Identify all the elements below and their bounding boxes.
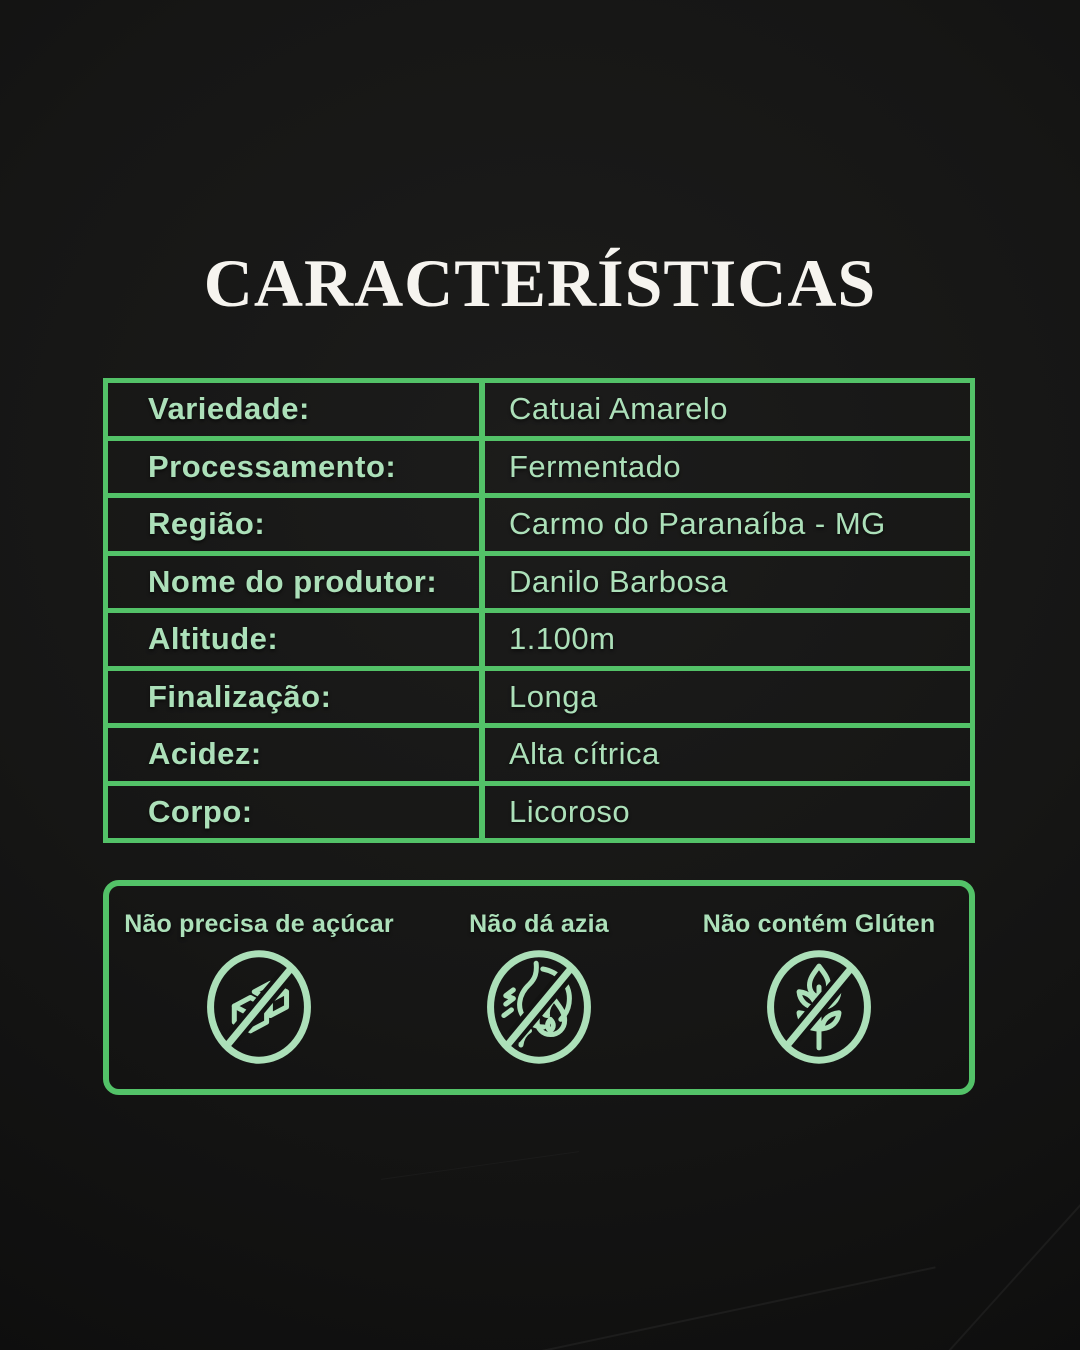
table-row [108,613,970,671]
table-row [108,671,970,729]
table-row [108,441,970,499]
row-value: Carmo do Paranaíba - MG [509,506,886,542]
row-label: Finalização: [108,671,485,724]
table-row [108,556,970,614]
badge-no-gluten [679,910,959,1089]
background-scratch [524,1266,935,1350]
row-value: Danilo Barbosa [509,563,728,599]
row-value: Catuai Amarelo [509,391,728,427]
row-label: Processamento: [108,441,485,494]
benefits-panel [103,880,975,1095]
no-gluten-icon [762,947,876,1067]
table-row [108,383,970,441]
table-row [108,786,970,839]
badge-label: Não dá azia [469,910,609,938]
badge-no-heartburn [399,910,679,1089]
badge-no-sugar [119,910,399,1089]
row-label: Nome do produtor: [108,556,485,609]
table-row [108,498,970,556]
page-title: CARACTERÍSTICAS [203,245,877,321]
background-scratch [942,1164,1080,1350]
row-value: 1.100m [509,621,616,657]
no-heartburn-icon [482,947,596,1067]
no-sugar-icon [202,947,316,1067]
badge-label: Não contém Glúten [702,910,936,938]
row-label: Região: [108,498,485,551]
badge-label: Não precisa de açúcar [124,910,394,938]
row-value: Licoroso [509,793,631,829]
row-value: Alta cítrica [509,736,660,772]
row-label: Altitude: [108,613,485,666]
background-scratch [381,1151,579,1180]
row-label: Corpo: [108,786,485,839]
characteristics-table [103,378,975,843]
row-label: Acidez: [108,728,485,781]
row-value: Fermentado [509,448,682,484]
row-label: Variedade: [108,383,485,436]
row-value: Longa [509,678,598,714]
table-row [108,728,970,786]
